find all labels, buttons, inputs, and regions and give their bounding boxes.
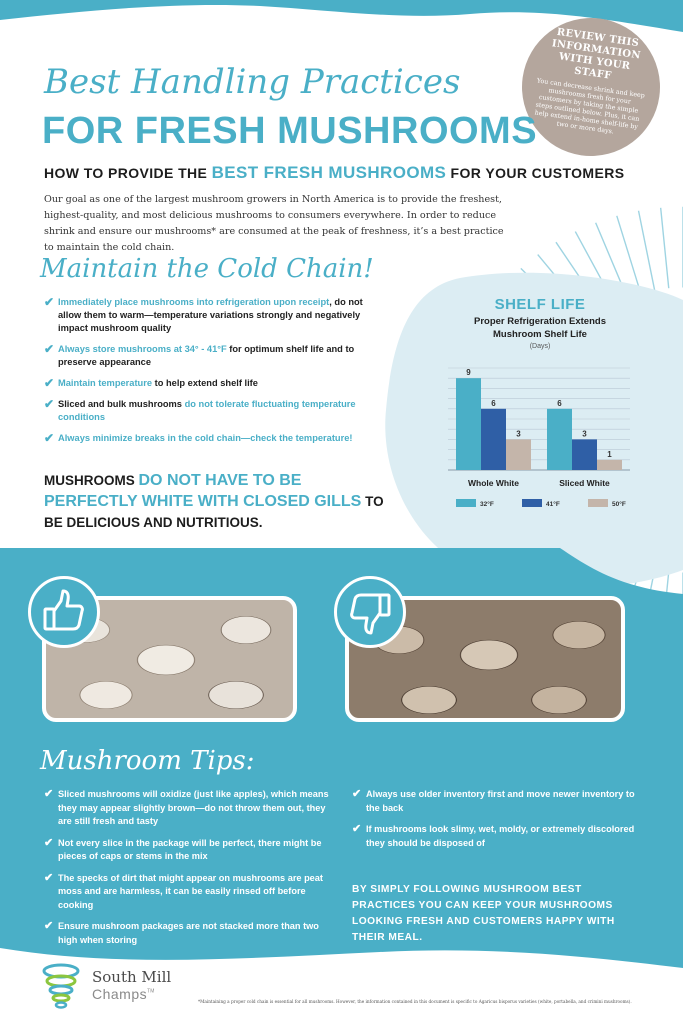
item-text: for optimum shelf life and to preserve appearance [58,344,355,367]
subtitle-post: FOR YOUR CUSTOMERS [446,165,625,181]
subtitle-pre: HOW TO PROVIDE THE [44,165,212,181]
chart-bar [506,439,531,470]
chart-bar [597,460,622,470]
chart-data-label: 6 [557,398,562,408]
cold-chain-heading: Maintain the Cold Chain! [40,254,374,284]
check-icon: ✔ [44,871,54,884]
gills-callout [44,470,389,533]
check-icon: ✔ [44,836,54,849]
logo-line1: South Mill [92,968,172,986]
cold-chain-item [44,398,374,424]
chart-legend-label: 32°F [480,501,494,508]
page-subtitle [44,163,624,183]
cold-chain-item [44,343,374,369]
tip-text: Ensure mushroom packages are not stacked more than two high when storing [58,921,319,945]
tip-item [44,872,329,913]
chart-bar [481,409,506,470]
tip-text: Sliced mushrooms will oxidize (just like apples), which means they may appear slightly brown—do not throw them out, they are still fresh and tasty [58,789,329,826]
footer-disclaimer: *Maintaining a proper cold chain is essential for all mushrooms. However, the information contained in this document is specific to Agaricus bisporus varieties (white, portabella, and crimini mushrooms). [198,999,632,1004]
logo-mark-icon [42,962,80,1010]
tip-item [44,837,329,864]
chart-bar [572,439,597,470]
page-title: FOR FRESH MUSHROOMS [42,110,538,152]
thumbs-down-icon [337,579,403,645]
logo-line2: Champs [92,986,148,1002]
chart-legend-swatch [456,499,476,507]
thumbs-down-badge [334,576,406,648]
check-icon: ✔ [44,788,54,800]
chart-data-label: 3 [516,429,521,439]
tip-item [44,788,329,829]
chart-bar [456,378,481,470]
chart-legend-swatch [522,499,542,507]
item-text: , do not allow them to warm—temperature variations strongly and negatively impact mushroom quality [58,297,363,333]
tip-item [352,788,637,815]
chart-legend-label: 41°F [546,501,560,508]
cold-chain-item [44,296,374,335]
item-highlight: Always minimize breaks in the cold chain—check the temperature! [58,433,353,443]
subtitle-highlight: BEST FRESH MUSHROOMS [211,163,447,182]
callout-highlight: DO NOT HAVE TO BE PERFECTLY WHITE WITH CLOSED GILLS [44,472,362,510]
logo-line2-wrap [92,986,171,1004]
badge-body: You can decrease shrink and keep mushrooms fresh for your customers by taking the simple steps outlined below. Plus, it can help extend in-home shelf-life by two or more days. [534,77,646,136]
intro-paragraph: Our goal as one of the largest mushroom growers in North America is to provide the freshest, highest-quality, and most delicious mushrooms to consumers everywhere. In order to reduce shrink and ensure our mushrooms* are consumed at the peak of freshness, it’s a best practice to maintain the cold chain. [44,194,504,253]
title-script: Best Handling Practices [44,62,461,102]
check-icon: ✔ [44,376,55,390]
chart-ylabel: (Days) [529,343,551,350]
tip-text: The specks of dirt that might appear on mushrooms are peat moss and are harmless, it can be easily rinsed off before cooking [58,872,323,910]
check-icon: ✔ [44,295,55,309]
thumbs-up-icon [31,579,97,645]
logo-text [92,968,171,1004]
chart-plot [430,358,650,528]
check-icon: ✔ [352,788,362,800]
cold-chain-list [44,296,374,445]
chart-legend-label: 50°F [612,501,626,508]
cold-chain-item [44,432,374,445]
tips-heading: Mushroom Tips: [40,746,255,776]
chart-data-label: 1 [607,449,612,459]
chart-title: SHELF LIFE [494,296,586,313]
item-text: Sliced and bulk mushrooms [58,399,185,409]
logo-tm: TM [147,988,155,995]
closing-statement: BY SIMPLY FOLLOWING MUSHROOM BEST PRACTICES YOU CAN KEEP YOUR MUSHROOMS LOOKING FRESH AND CUSTOMERS HAPPY WITH THEIR MEAL. [352,884,615,943]
badge-heading: REVIEW THIS INFORMATION WITH YOUR STAFF [551,26,642,82]
tips-left-list [44,788,329,947]
cold-chain-item [44,377,374,390]
check-icon: ✔ [44,397,55,411]
chart-legend-swatch [588,499,608,507]
chart-subtitle: Proper Refrigeration Extends Mushroom Shelf Life [474,316,606,340]
tip-item [352,823,637,850]
tip-text: Not every slice in the package will be perfect, there might be pieces of caps or stems in the mix [58,837,322,861]
tip-text: If mushrooms look slimy, wet, moldy, or extremely discolored they should be disposed of [366,824,635,848]
check-icon: ✔ [44,431,55,445]
item-highlight: Immediately place mushrooms into refrigeration upon receipt [58,297,330,307]
check-icon: ✔ [352,823,362,835]
check-icon: ✔ [44,342,55,356]
chart-category-label: Whole White [468,478,519,488]
item-highlight: do not tolerate fluctuating temperature conditions [58,399,356,422]
tip-item [44,920,329,947]
callout-pre: MUSHROOMS [44,473,139,488]
chart-data-label: 9 [466,368,471,378]
tip-text: Always use older inventory first and move newer inventory to the back [366,789,635,813]
chart-bar [547,409,572,470]
callout-post: TO BE DELICIOUS AND NUTRITIOUS. [44,494,384,530]
chart-data-label: 6 [491,398,496,408]
tips-right-list [352,788,637,850]
chart-category-label: Sliced White [559,478,610,488]
thumbs-up-badge [28,576,100,648]
item-highlight: Always store mushrooms at 34° - 41°F [58,344,227,354]
item-text: to help extend shelf life [152,378,258,388]
check-icon: ✔ [44,920,54,932]
shelf-life-chart [430,296,650,526]
chart-data-label: 3 [582,429,587,439]
item-highlight: Maintain temperature [58,378,153,388]
